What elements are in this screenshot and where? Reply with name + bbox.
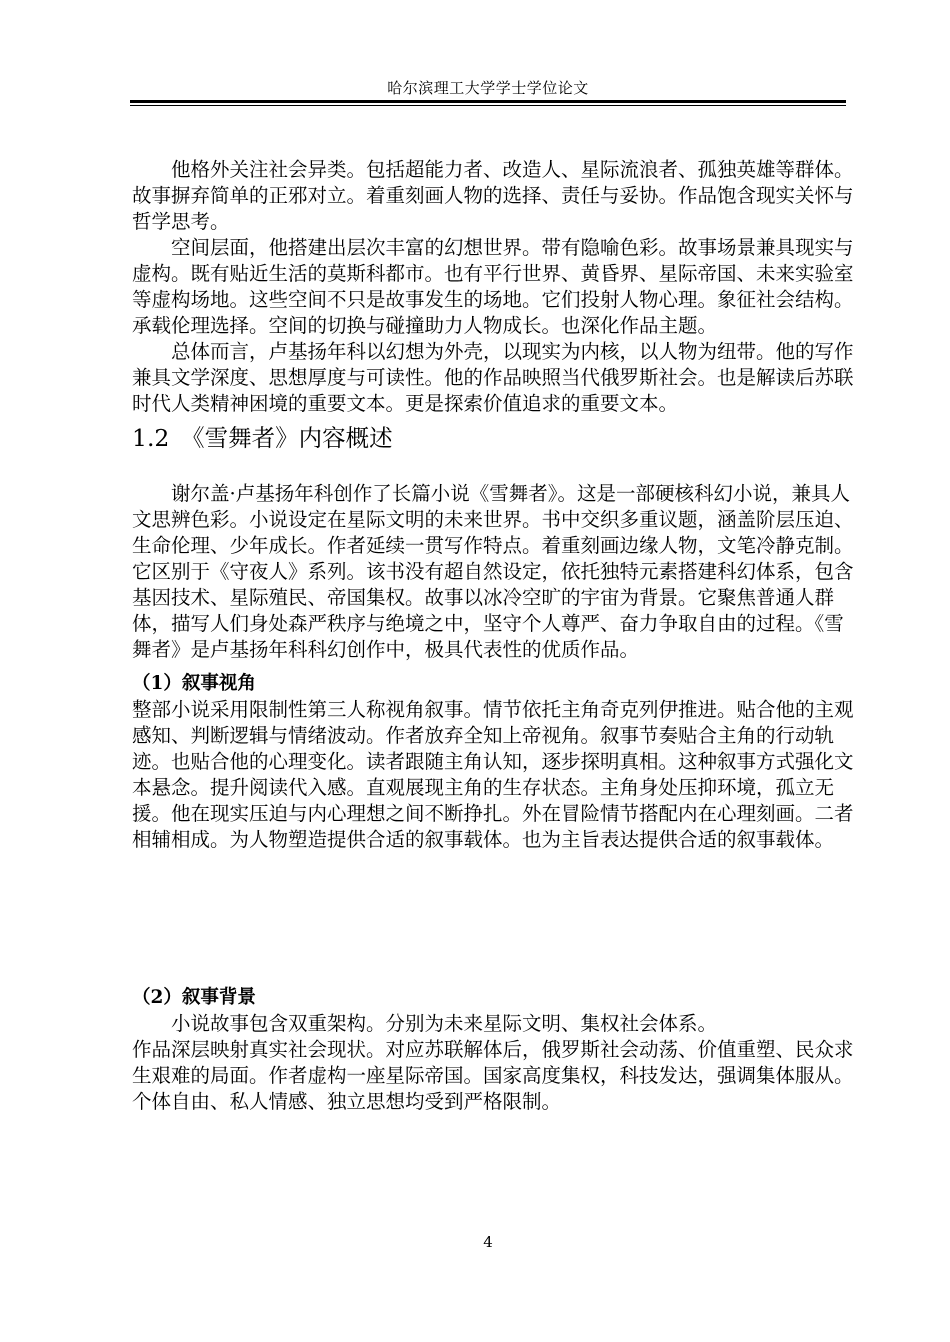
subheading-narrative-background: （2）叙事背景: [132, 987, 256, 1008]
paragraph-narrative-perspective: 整部小说采用限制性第三人称视角叙事。情节依托主角奇克列伊推进。贴合他的主观感知、判断逻辑与情绪波动。作者放弃全知上帝视角。叙事节奏贴合主角的行动轨迹。也贴合他的心理变化。读者跟随主角认知，逐步探明真相。这种叙事方式强化文本悬念。提升阅读代入感。直观展现主角的生存状态。主角身处压抑环境，孤立无援。他在现实压迫与内心理想之间不断挣扎。外在冒险情节搭配内在心理刻画。二者相辅相成。为人物塑造提供合适的叙事载体。也为主旨表达提供合适的叙事载体。: [132, 698, 854, 851]
subheading-narrative-perspective: （1）叙事视角: [132, 673, 256, 694]
paragraph-summary: 总体而言，卢基扬年科以幻想为外壳，以现实为内核，以人物为纽带。他的写作兼具文学深度、思想厚度与可读性。他的作品映照当代俄罗斯社会。也是解读后苏联时代人类精神困境的重要文本。更是探索价值追求的重要文本。: [132, 340, 854, 415]
running-header: 哈尔滨理工大学学士学位论文: [387, 79, 589, 97]
header-rule: [130, 100, 846, 103]
section-heading: 1.2 《雪舞者》内容概述: [132, 424, 393, 452]
paragraph-overview: 谢尔盖·卢基扬年科创作了长篇小说《雪舞者》。这是一部硬核科幻小说，兼具人文思辨色彩。小说设定在星际文明的未来世界。书中交织多重议题，涵盖阶层压迫、生命伦理、少年成长。作者延续一贯写作特点。着重刻画边缘人物，文笔冷静克制。它区别于《守夜人》系列。该书没有超自然设定，依托独特元素搭建科幻体系，包含基因技术、星际殖民、帝国集权。故事以冰冷空旷的宇宙为背景。它聚焦普通人群体，描写人们身处森严秩序与绝境之中，坚守个人尊严、奋力争取自由的过程。《雪舞者》是卢基扬年科科幻创作中，极具代表性的优质作品。: [132, 482, 854, 661]
page-number: 4: [483, 1233, 493, 1251]
paragraph-space-level: 空间层面，他搭建出层次丰富的幻想世界。带有隐喻色彩。故事场景兼具现实与虚构。既有贴近生活的莫斯科都市。也有平行世界、黄昏界、星际帝国、未来实验室等虚构场地。这些空间不只是故事发生的场地。它们投射人物心理。象征社会结构。承载伦理选择。空间的切换与碰撞助力人物成长。也深化作品主题。: [132, 236, 854, 337]
paragraph-social-outcasts: 他格外关注社会异类。包括超能力者、改造人、星际流浪者、孤独英雄等群体。故事摒弃简单的正邪对立。着重刻画人物的选择、责任与妥协。作品饱含现实关怀与哲学思考。: [132, 158, 854, 233]
header-rule-thin: [130, 105, 846, 106]
page-content: [132, 157, 854, 1115]
paragraph-dual-structure: 小说故事包含双重架构。分别为未来星际文明、集权社会体系。: [171, 1012, 718, 1035]
paragraph-social-reality: 作品深层映射真实社会现状。对应苏联解体后，俄罗斯社会动荡、价值重塑、民众求生艰难的局面。作者虚构一座星际帝国。国家高度集权，科技发达，强调集体服从。个体自由、私人情感、独立思想均受到严格限制。: [132, 1038, 854, 1113]
